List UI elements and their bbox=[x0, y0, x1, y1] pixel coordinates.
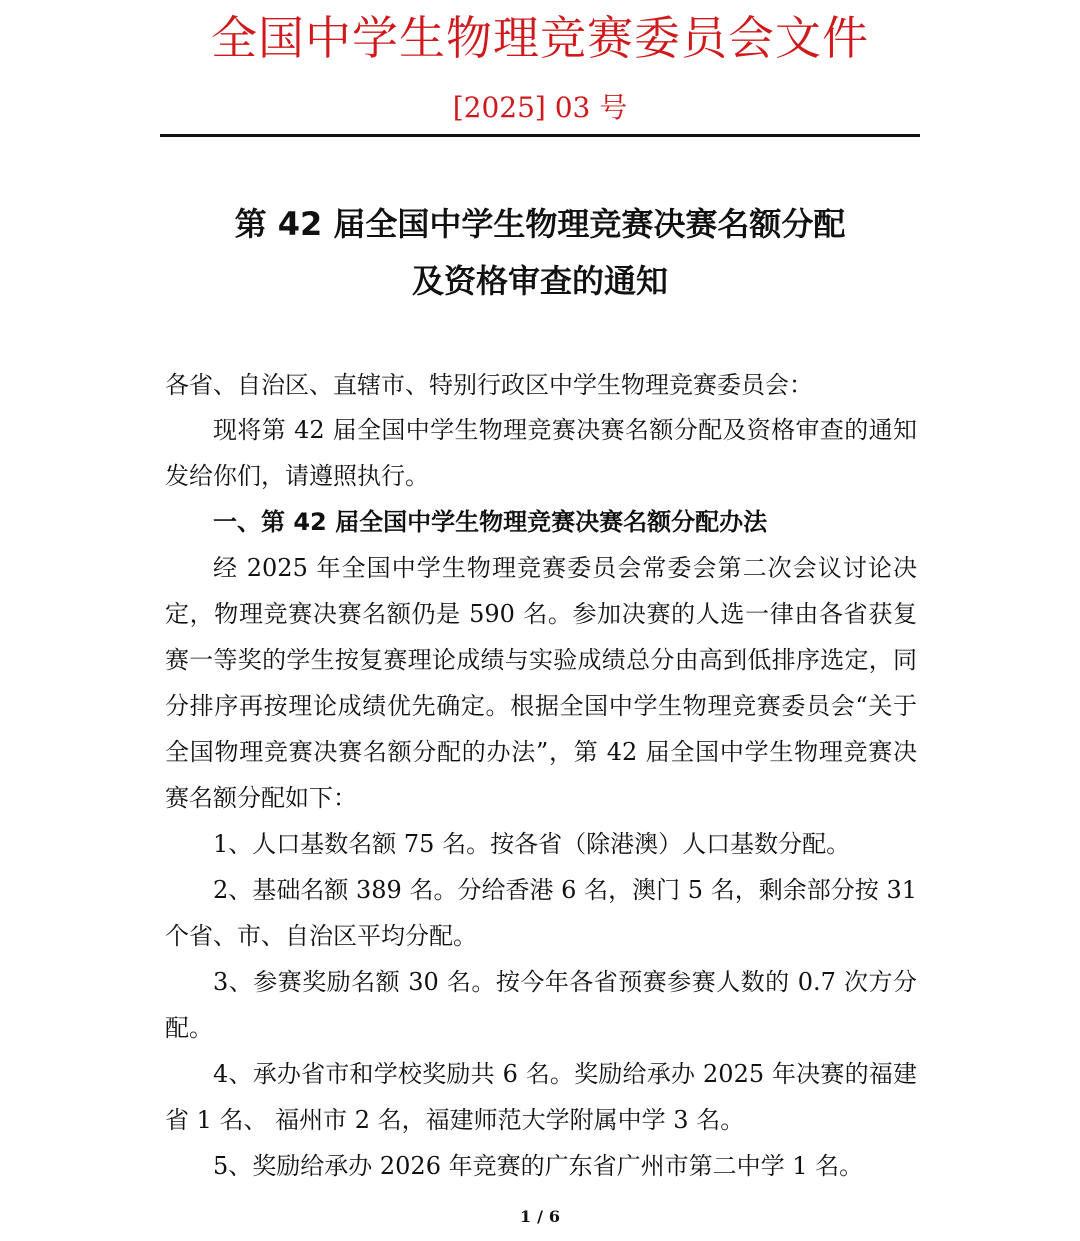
issuer-header: 全国中学生物理竞赛委员会文件 bbox=[211, 11, 869, 65]
title-line-2: 及资格审查的通知 bbox=[411, 262, 668, 300]
section-body-paragraph: 经 2025 年全国中学生物理竞赛委员会常委会第二次会议讨论决定，物理竞赛决赛名额仍是 590 名。参加决赛的人选一律由各省获复赛一等奖的学生按复赛理论成绩与实验成绩总分由高到低排序选定，同分排序再按理论成绩优先确定。根据全国中学生物理竞赛委员会“关于全国物理竞赛决赛名额分配的办法”，第 42 届全国中学生物理竞赛决赛名额分配如下： bbox=[165, 554, 917, 812]
list-item: 3、参赛奖励名额 30 名。按今年各省预赛参赛人数的 0.7 次方分配。 bbox=[165, 968, 917, 1042]
list-item: 4、承办省市和学校奖励共 6 名。奖励给承办 2025 年决赛的福建省 1 名、 福州市 2 名，福建师范大学附属中学 3 名。 bbox=[165, 1060, 917, 1134]
document-body bbox=[165, 407, 917, 1189]
page-indicator bbox=[0, 1205, 1080, 1229]
current-page-number: 1 bbox=[519, 1207, 532, 1226]
header-divider bbox=[160, 134, 920, 137]
document-number: [2025] 03 号 bbox=[452, 91, 628, 124]
total-page-count: 6 bbox=[548, 1207, 561, 1226]
salutation: 各省、自治区、直辖市、特别行政区中学生物理竞赛委员会： bbox=[165, 371, 813, 399]
page-separator: / bbox=[537, 1207, 543, 1226]
title-line-1: 第 42 届全国中学生物理竞赛决赛名额分配 bbox=[234, 205, 846, 243]
intro-paragraph: 现将第 42 届全国中学生物理竞赛决赛名额分配及资格审查的通知发给你们，请遵照执行。 bbox=[165, 416, 917, 490]
section-heading: 一、第 42 届全国中学生物理竞赛决赛名额分配办法 bbox=[213, 508, 768, 536]
list-item: 1、人口基数名额 75 名。按各省（除港澳）人口基数分配。 bbox=[213, 830, 851, 858]
list-item: 5、奖励给承办 2026 年竞赛的广东省广州市第二中学 1 名。 bbox=[213, 1152, 864, 1180]
list-item: 2、基础名额 389 名。分给香港 6 名，澳门 5 名，剩余部分按 31 个省、市、自治区平均分配。 bbox=[165, 876, 917, 950]
